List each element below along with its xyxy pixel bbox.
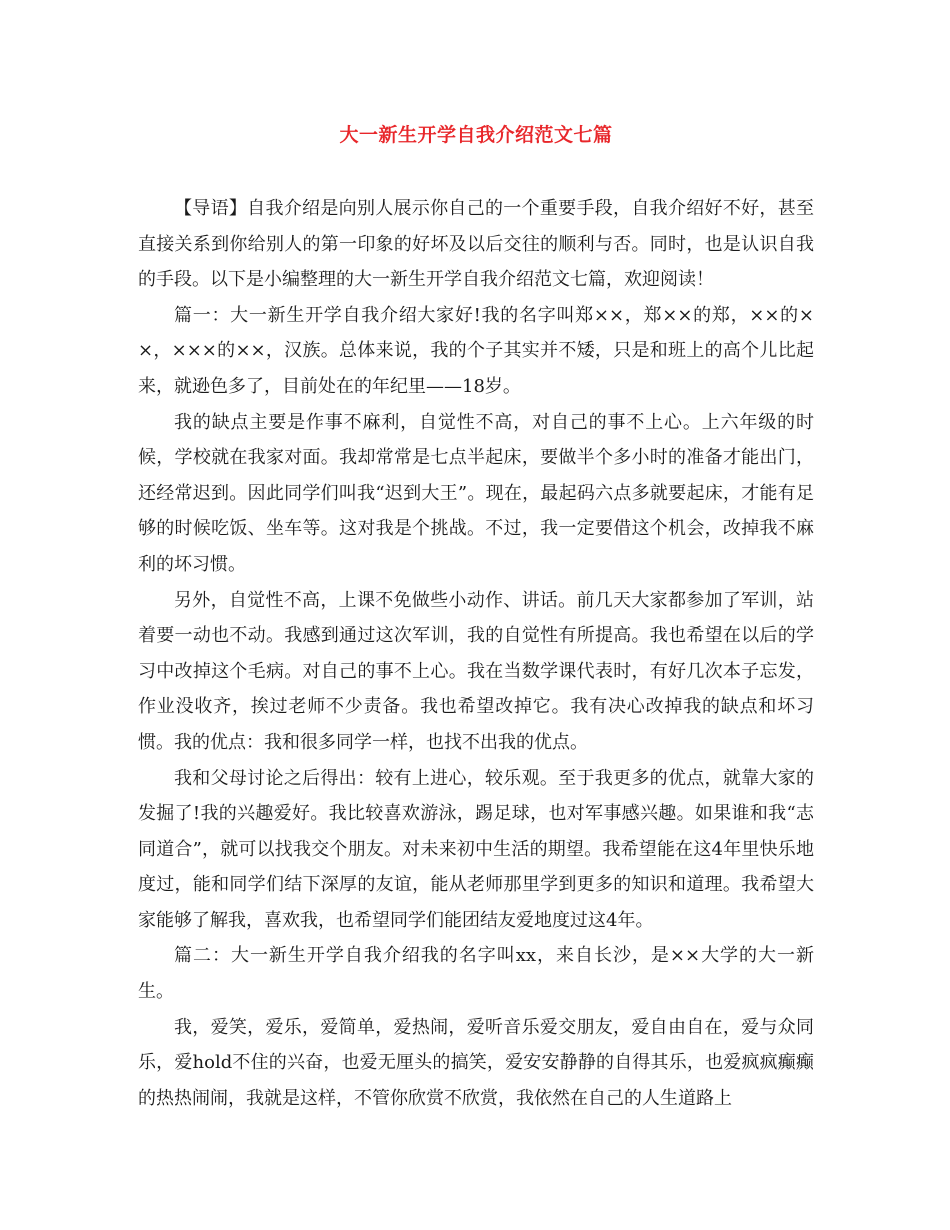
paragraph-self-discipline: 另外，自觉性不高，上课不免做些小动作、讲话。前几天大家都参加了军训，站着要一动也不动。我感到通过这次军训，我的自觉性有所提高。我也希望在以后的学习中改掉这个毛病。对自己的事不上心。我在当数学课代表时，有好几次本子忘发，作业没收齐，挨过老师不少责备。我也希望改掉它。我有决心改掉我的缺点和坏习惯。我的优点：我和很多同学一样，也找不出我的优点。 (138, 589, 814, 753)
paragraph-shortcomings: 我的缺点主要是作事不麻利，自觉性不高，对自己的事不上心。上六年级的时候，学校就在我家对面。我却常常是七点半起床，要做半个多小时的准备才能出门，还经常迟到。因此同学们叫我“迟到大王”。现在，最起码六点多就要起床，才能有足够的时候吃饭、坐车等。这对我是个挑战。不过，我一定要借这个机会，改掉我不麻利的坏习惯。 (138, 411, 814, 575)
document-title: 大一新生开学自我介绍范文七篇 (339, 124, 613, 146)
paragraph-part2-personality: 我，爱笑，爱乐，爱简单，爱热闹，爱听音乐爱交朋友，爱自由自在，爱与众同乐，爱hold不住的兴奋，也爱无厘头的搞笑，爱安安静静的自得其乐，也爱疯疯癫癫的热热闹闹，我就是这样，不管你欣赏不欣赏，我依然在自己的人生道路上 (138, 1016, 814, 1109)
paragraph-strengths-hobbies: 我和父母讨论之后得出：较有上进心，较乐观。至于我更多的优点，就靠大家的发掘了!我的兴趣爱好。我比较喜欢游泳，踢足球，也对军事感兴趣。如果谁和我“志同道合”，就可以找我交个朋友。对未来初中生活的期望。我希望能在这4年里快乐地度过，能和同学们结下深厚的友谊，能从老师那里学到更多的知识和道理。我希望大家能够了解我，喜欢我，也希望同学们能团结友爱地度过这4年。 (138, 767, 814, 931)
paragraph-part1-intro: 篇一：大一新生开学自我介绍大家好!我的名字叫郑××，郑××的郑，××的××，×××的××，汉族。总体来说，我的个子其实并不矮，只是和班上的高个儿比起来，就逊色多了，目前处在的年纪里——18岁。 (138, 304, 814, 397)
document-body (138, 191, 814, 1116)
paragraph-intro: 【导语】自我介绍是向别人展示你自己的一个重要手段，自我介绍好不好，甚至直接关系到你给别人的第一印象的好坏及以后交往的顺利与否。同时，也是认识自我的手段。以下是小编整理的大一新生开学自我介绍范文七篇，欢迎阅读！ (138, 198, 814, 291)
paragraph-part2-intro: 篇二：大一新生开学自我介绍我的名字叫xx，来自长沙，是××大学的大一新生。 (138, 945, 814, 1003)
